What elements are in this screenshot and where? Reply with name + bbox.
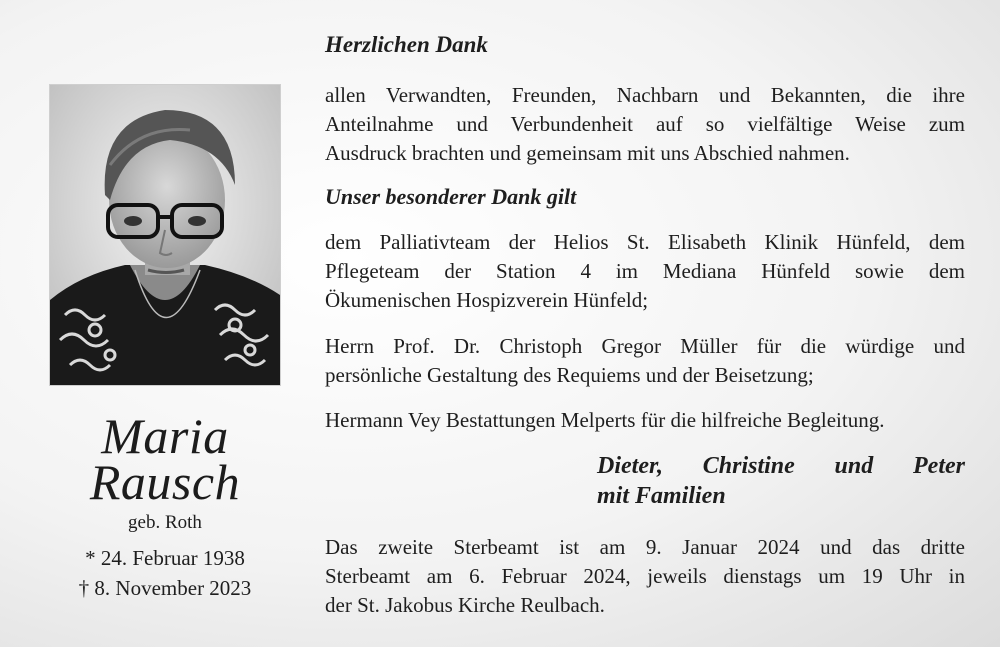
signature: [597, 451, 965, 511]
services-line: der St. Jakobus Kirche Reulbach.: [325, 593, 605, 617]
special-thanks-heading: Unser besonderer Dank gilt: [325, 184, 577, 209]
birth-name: geb. Roth: [128, 512, 202, 533]
undertaker-paragraph: [325, 406, 965, 435]
death-date: † 8. November 2023: [78, 576, 252, 600]
intro-paragraph: [325, 81, 965, 168]
palliative-paragraph: [325, 228, 965, 315]
signature-line-2: mit Familien: [597, 483, 726, 509]
intro-line: allen Verwandten, Freunden, Nachbarn und Bekannten, die ihre: [325, 83, 965, 107]
deceased-last-name: Rausch: [89, 454, 241, 510]
palliative-line: Ökumenischen Hospizverein Hünfeld;: [325, 288, 649, 312]
birth-date: * 24. Februar 1938: [85, 546, 245, 570]
services-paragraph: [325, 533, 965, 620]
professor-paragraph: [325, 332, 965, 390]
deceased-first-name: Maria: [101, 408, 229, 464]
palliative-line: Pflegeteam der Station 4 im Mediana Hünfeld sowie dem: [325, 259, 965, 283]
services-line: Sterbeamt am 6. Februar 2024, jeweils dienstags um 19 Uhr in: [325, 564, 965, 588]
palliative-line: dem Palliativteam der Helios St. Elisabeth Klinik Hünfeld, dem: [325, 230, 965, 254]
professor-line: Herrn Prof. Dr. Christoph Gregor Müller für die würdige und: [325, 334, 965, 358]
services-line: Das zweite Sterbeamt ist am 9. Januar 2024 und das dritte: [325, 535, 965, 559]
portrait-photo: [50, 85, 280, 385]
portrait-image: [50, 85, 280, 385]
signature-line-1: Dieter, Christine und Peter: [597, 453, 965, 479]
professor-line: persönliche Gestaltung des Requiems und der Beisetzung;: [325, 363, 814, 387]
thanks-heading: Herzlichen Dank: [325, 32, 488, 57]
portrait-column: [0, 0, 330, 647]
intro-line: Anteilnahme und Verbundenheit auf so vielfältige Weise zum: [325, 112, 965, 136]
undertaker-line: Hermann Vey Bestattungen Melperts für die hilfreiche Begleitung.: [325, 408, 885, 432]
intro-line: Ausdruck brachten und gemeinsam mit uns Abschied nahmen.: [325, 141, 850, 165]
